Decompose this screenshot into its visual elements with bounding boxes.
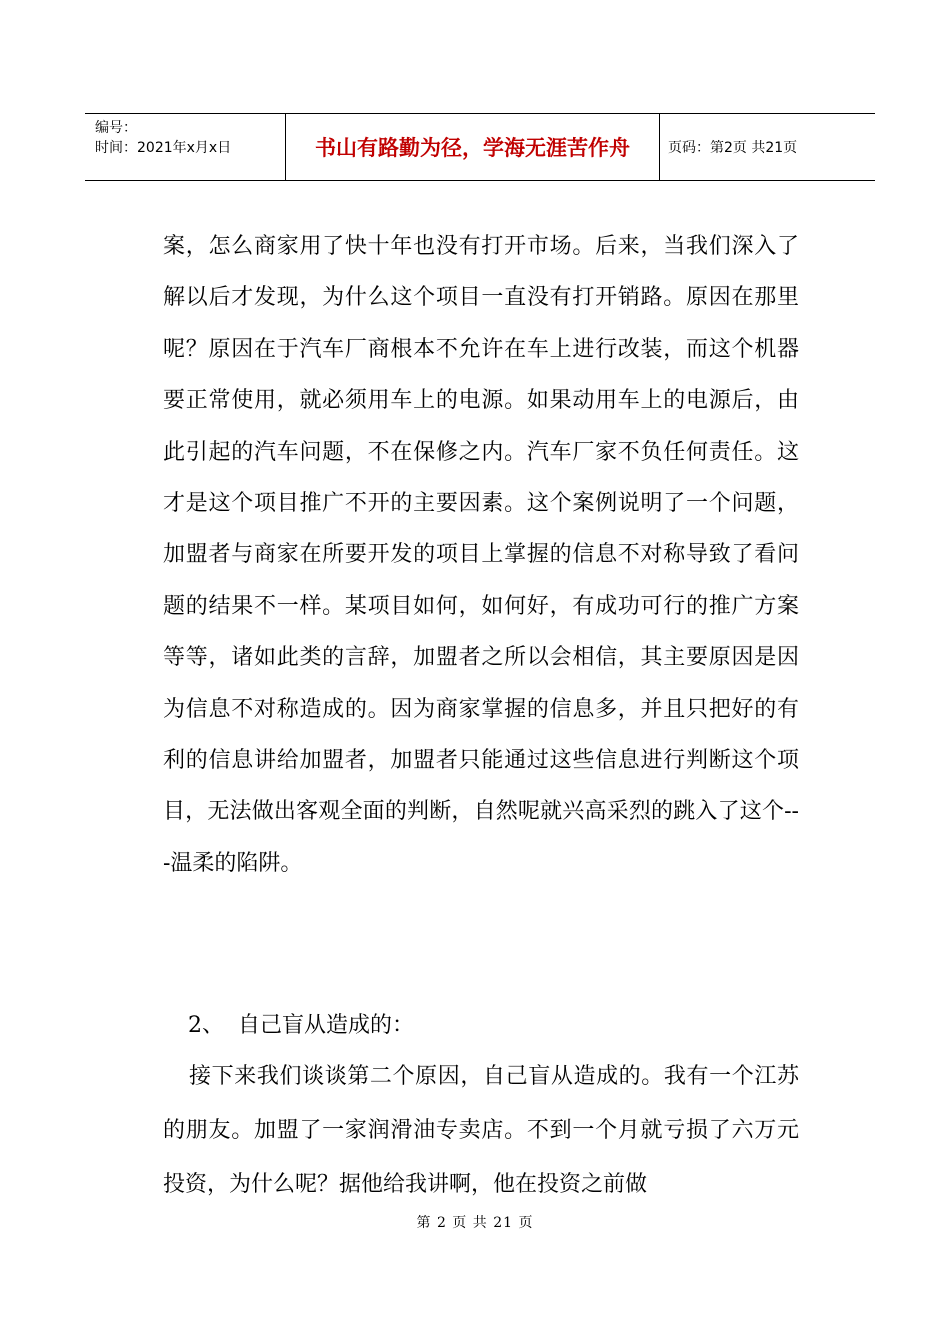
document-header — [85, 113, 875, 181]
body-paragraph-2 — [163, 1050, 799, 1212]
paragraph-text: 接下来我们谈谈第二个原因，自己盲从造成的。我有一个江苏的朋友。加盟了一家润滑油专卖店。不到一个月就亏损了六万元投资，为什么呢？据他给我讲啊，他在投资之前做 — [163, 1064, 799, 1197]
header-motto: 书山有路勤为径，学海无涯苦作舟 — [315, 136, 630, 160]
header-number-label: 编号： — [95, 120, 137, 136]
header-time-label: 时间：2021年x月x日 — [95, 140, 232, 156]
body-paragraph-1 — [163, 221, 799, 889]
header-meta — [95, 118, 231, 158]
section-title: 自己盲从造成的： — [238, 1013, 415, 1038]
header-divider — [659, 114, 660, 180]
section-heading — [188, 1000, 414, 1051]
paragraph-text: 案，怎么商家用了快十年也没有打开市场。后来，当我们深入了解以后才发现，为什么这个项目一直没有打开销路。原因在那里呢？原因在于汽车厂商根本不允许在车上进行改装，而这个机器要正常使用，就必须用车上的电源。如果动用车上的电源后，由此引起的汽车问题，不在保修之内。汽车厂家不负任何责任。这才是这个项目推广不开的主要因素。这个案例说明了一个问题，加盟者与商家在所要开发的项目上掌握的信息不对称导致了看问题的结果不一样。某项目如何，如何好，有成功可行的推广方案等等，诸如此类的言辞，加盟者之所以会相信，其主要原因是因为信息不对称造成的。因为商家掌握的信息多，并且只把好的有利的信息讲给加盟者，加盟者只能通过这些信息进行判断这个项目，无法做出客观全面的判断，自然呢就兴高采烈的跳入了这个---温柔的陷阱。 — [163, 234, 799, 876]
section-number: 2、 — [188, 1013, 224, 1038]
page-footer: 第 2 页 共 21 页 — [416, 1215, 534, 1231]
header-page-info: 页码：第2页 共21页 — [668, 140, 798, 156]
